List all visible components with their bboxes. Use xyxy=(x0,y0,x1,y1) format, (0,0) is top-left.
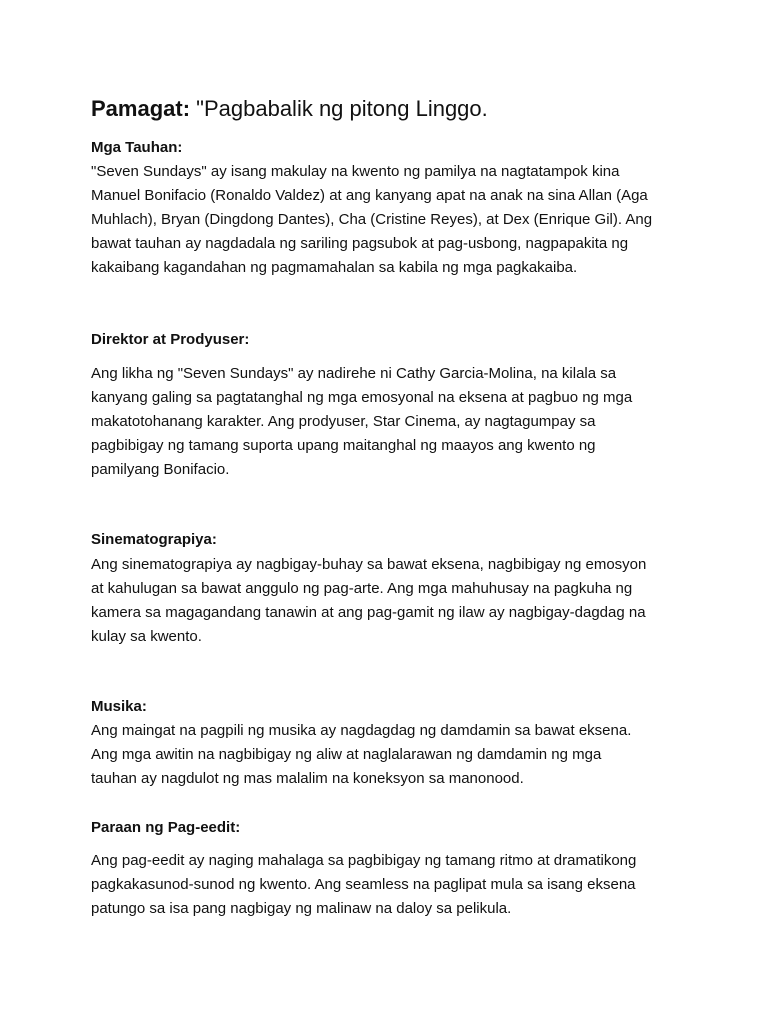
section-heading-direktor-prodyuser: Direktor at Prodyuser: xyxy=(91,331,250,348)
paragraph-line: Ang sinematograpiya ay nagbigay-buhay sa bawat eksena, nagbibigay ng emosyon xyxy=(91,556,647,573)
paragraph-line: pagkakasunod-sunod ng kwento. Ang seamless na paglipat mula sa isang eksena xyxy=(91,876,636,893)
paragraph-line: pagbibigay ng tamang suporta upang maitanghal ng maayos ang kwento ng xyxy=(91,437,596,454)
title-label: Pamagat: xyxy=(91,96,191,121)
section-paragraph-mga-tauhan xyxy=(91,160,681,280)
paragraph-line: tauhan ay nagdulot ng mas malalim na koneksyon sa manonood. xyxy=(91,770,524,787)
paragraph-line: Ang mga awitin na nagbibigay ng aliw at naglalarawan ng damdamin ng mga xyxy=(91,746,602,763)
paragraph-line: at kahulugan sa bawat anggulo ng pag-arte. Ang mga mahuhusay na pagkuha ng xyxy=(91,580,633,597)
paragraph-line: Manuel Bonifacio (Ronaldo Valdez) at ang kanyang apat na anak na sina Allan (Aga xyxy=(91,187,648,204)
paragraph-line: Ang likha ng "Seven Sundays" ay nadirehe ni Cathy Garcia-Molina, na kilala sa xyxy=(91,365,617,382)
paragraph-line: kakaibang kagandahan ng pagmamahalan sa kabila ng mga pagkakaiba. xyxy=(91,259,578,276)
section-paragraph-musika xyxy=(91,719,681,791)
paragraph-line: kulay sa kwento. xyxy=(91,628,202,645)
section-heading-mga-tauhan: Mga Tauhan: xyxy=(91,139,183,156)
paragraph-line: pamilyang Bonifacio. xyxy=(91,461,230,478)
paragraph-line: patungo sa isa pang nagbigay ng malinaw na daloy sa pelikula. xyxy=(91,900,512,917)
paragraph-line: kamera sa magagandang tanawin at ang pag-gamit ng ilaw ay nagbigay-dagdag na xyxy=(91,604,646,621)
section-heading-musika: Musika: xyxy=(91,698,147,715)
paragraph-line: bawat tauhan ay nagdadala ng sariling pagsubok at pag-usbong, nagpapakita ng xyxy=(91,235,629,252)
section-heading-paraan-ng-pag-eedit: Paraan ng Pag-eedit: xyxy=(91,819,241,836)
section-paragraph-direktor-prodyuser xyxy=(91,362,681,482)
section-heading-sinematograpiya: Sinematograpiya: xyxy=(91,531,217,548)
paragraph-line: Ang pag-eedit ay naging mahalaga sa pagbibigay ng tamang ritmo at dramatikong xyxy=(91,852,637,869)
document-title xyxy=(91,94,488,124)
paragraph-line: Muhlach), Bryan (Dingdong Dantes), Cha (Cristine Reyes), at Dex (Enrique Gil). Ang xyxy=(91,211,653,228)
paragraph-line: makatotohanang karakter. Ang prodyuser, Star Cinema, ay nagtagumpay sa xyxy=(91,413,596,430)
section-paragraph-sinematograpiya xyxy=(91,553,681,649)
title-text: "Pagbabalik ng pitong Linggo. xyxy=(190,96,488,121)
paragraph-line: Ang maingat na pagpili ng musika ay nagdagdag ng damdamin sa bawat eksena. xyxy=(91,722,632,739)
paragraph-line: kanyang galing sa pagtatanghal ng mga emosyonal na eksena at pagbuo ng mga xyxy=(91,389,633,406)
paragraph-line: "Seven Sundays" ay isang makulay na kwento ng pamilya na nagtatampok kina xyxy=(91,163,620,180)
section-paragraph-paraan-ng-pag-eedit xyxy=(91,849,681,921)
